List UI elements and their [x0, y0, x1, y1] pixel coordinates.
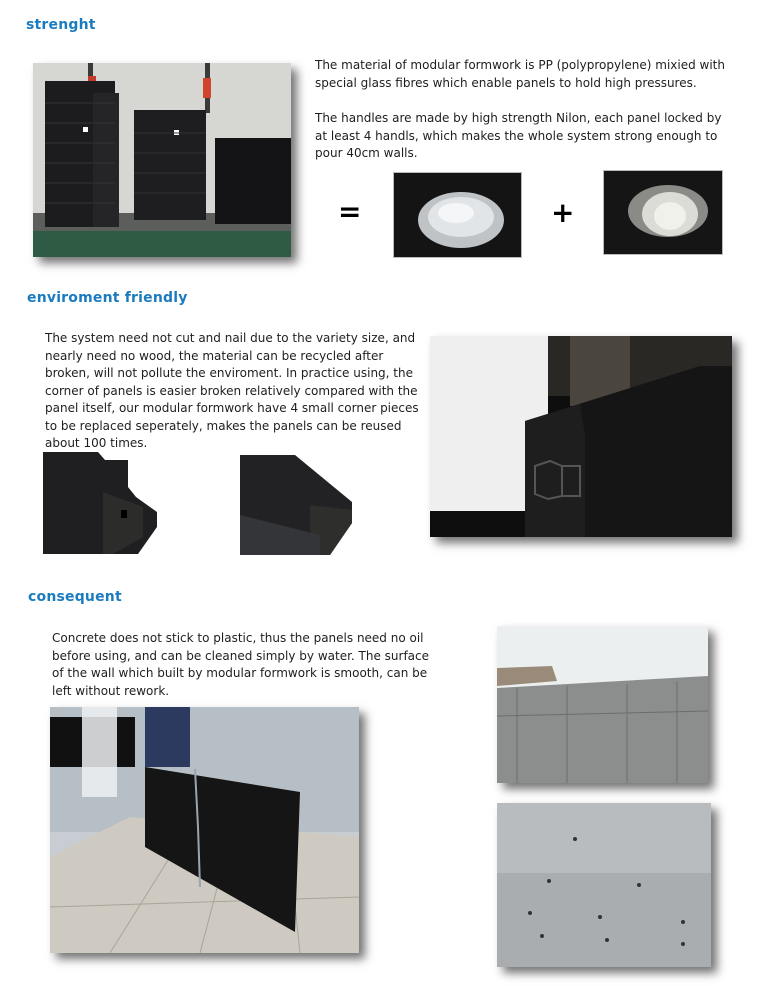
- section-heading-environment: enviroment friendly: [27, 290, 188, 306]
- section-heading-consequent: consequent: [28, 589, 122, 605]
- consequent-description: Concrete does not stick to plastic, thus the panels need no oil before using, and can be cleaned simply by water. The surface of the wall which built by modular formwork is smooth, can be left without rework.: [52, 631, 430, 698]
- corner-piece-image-1: [43, 452, 157, 554]
- plus-symbol: +: [551, 196, 575, 229]
- smooth-concrete-surface-image: [497, 803, 711, 967]
- environment-description: The system need not cut and nail due to the variety size, and nearly need no wood, the material can be recycled after broken, will not pollute the enviroment. In practice using, the corner of panels is easier broken relatively compared with the panel itself, our modular formwork have 4 small corner pieces to be replaced seperately, makes the panels can be reused about 100 times.: [45, 331, 419, 450]
- pp-granules-image: [393, 172, 522, 258]
- warehouse-panels-image: [33, 63, 291, 257]
- strength-description: The material of modular formwork is PP (polypropylene) mixied with special glass fibres which enable panels to hold high pressures.: [315, 58, 725, 90]
- corner-piece-image-2: [240, 455, 355, 555]
- strength-description-2: The handles are made by high strength Nilon, each panel locked by at least 4 handls, which makes the whole system strong enough to pour 40cm walls.: [315, 111, 722, 160]
- concrete-wall-image: [497, 626, 708, 783]
- equals-symbol: =: [338, 195, 362, 228]
- section-heading-strength: strenght: [26, 17, 96, 33]
- panel-edge-closeup-image: [430, 336, 732, 537]
- panel-washing-image: [50, 707, 359, 953]
- glass-fibres-image: [603, 170, 723, 255]
